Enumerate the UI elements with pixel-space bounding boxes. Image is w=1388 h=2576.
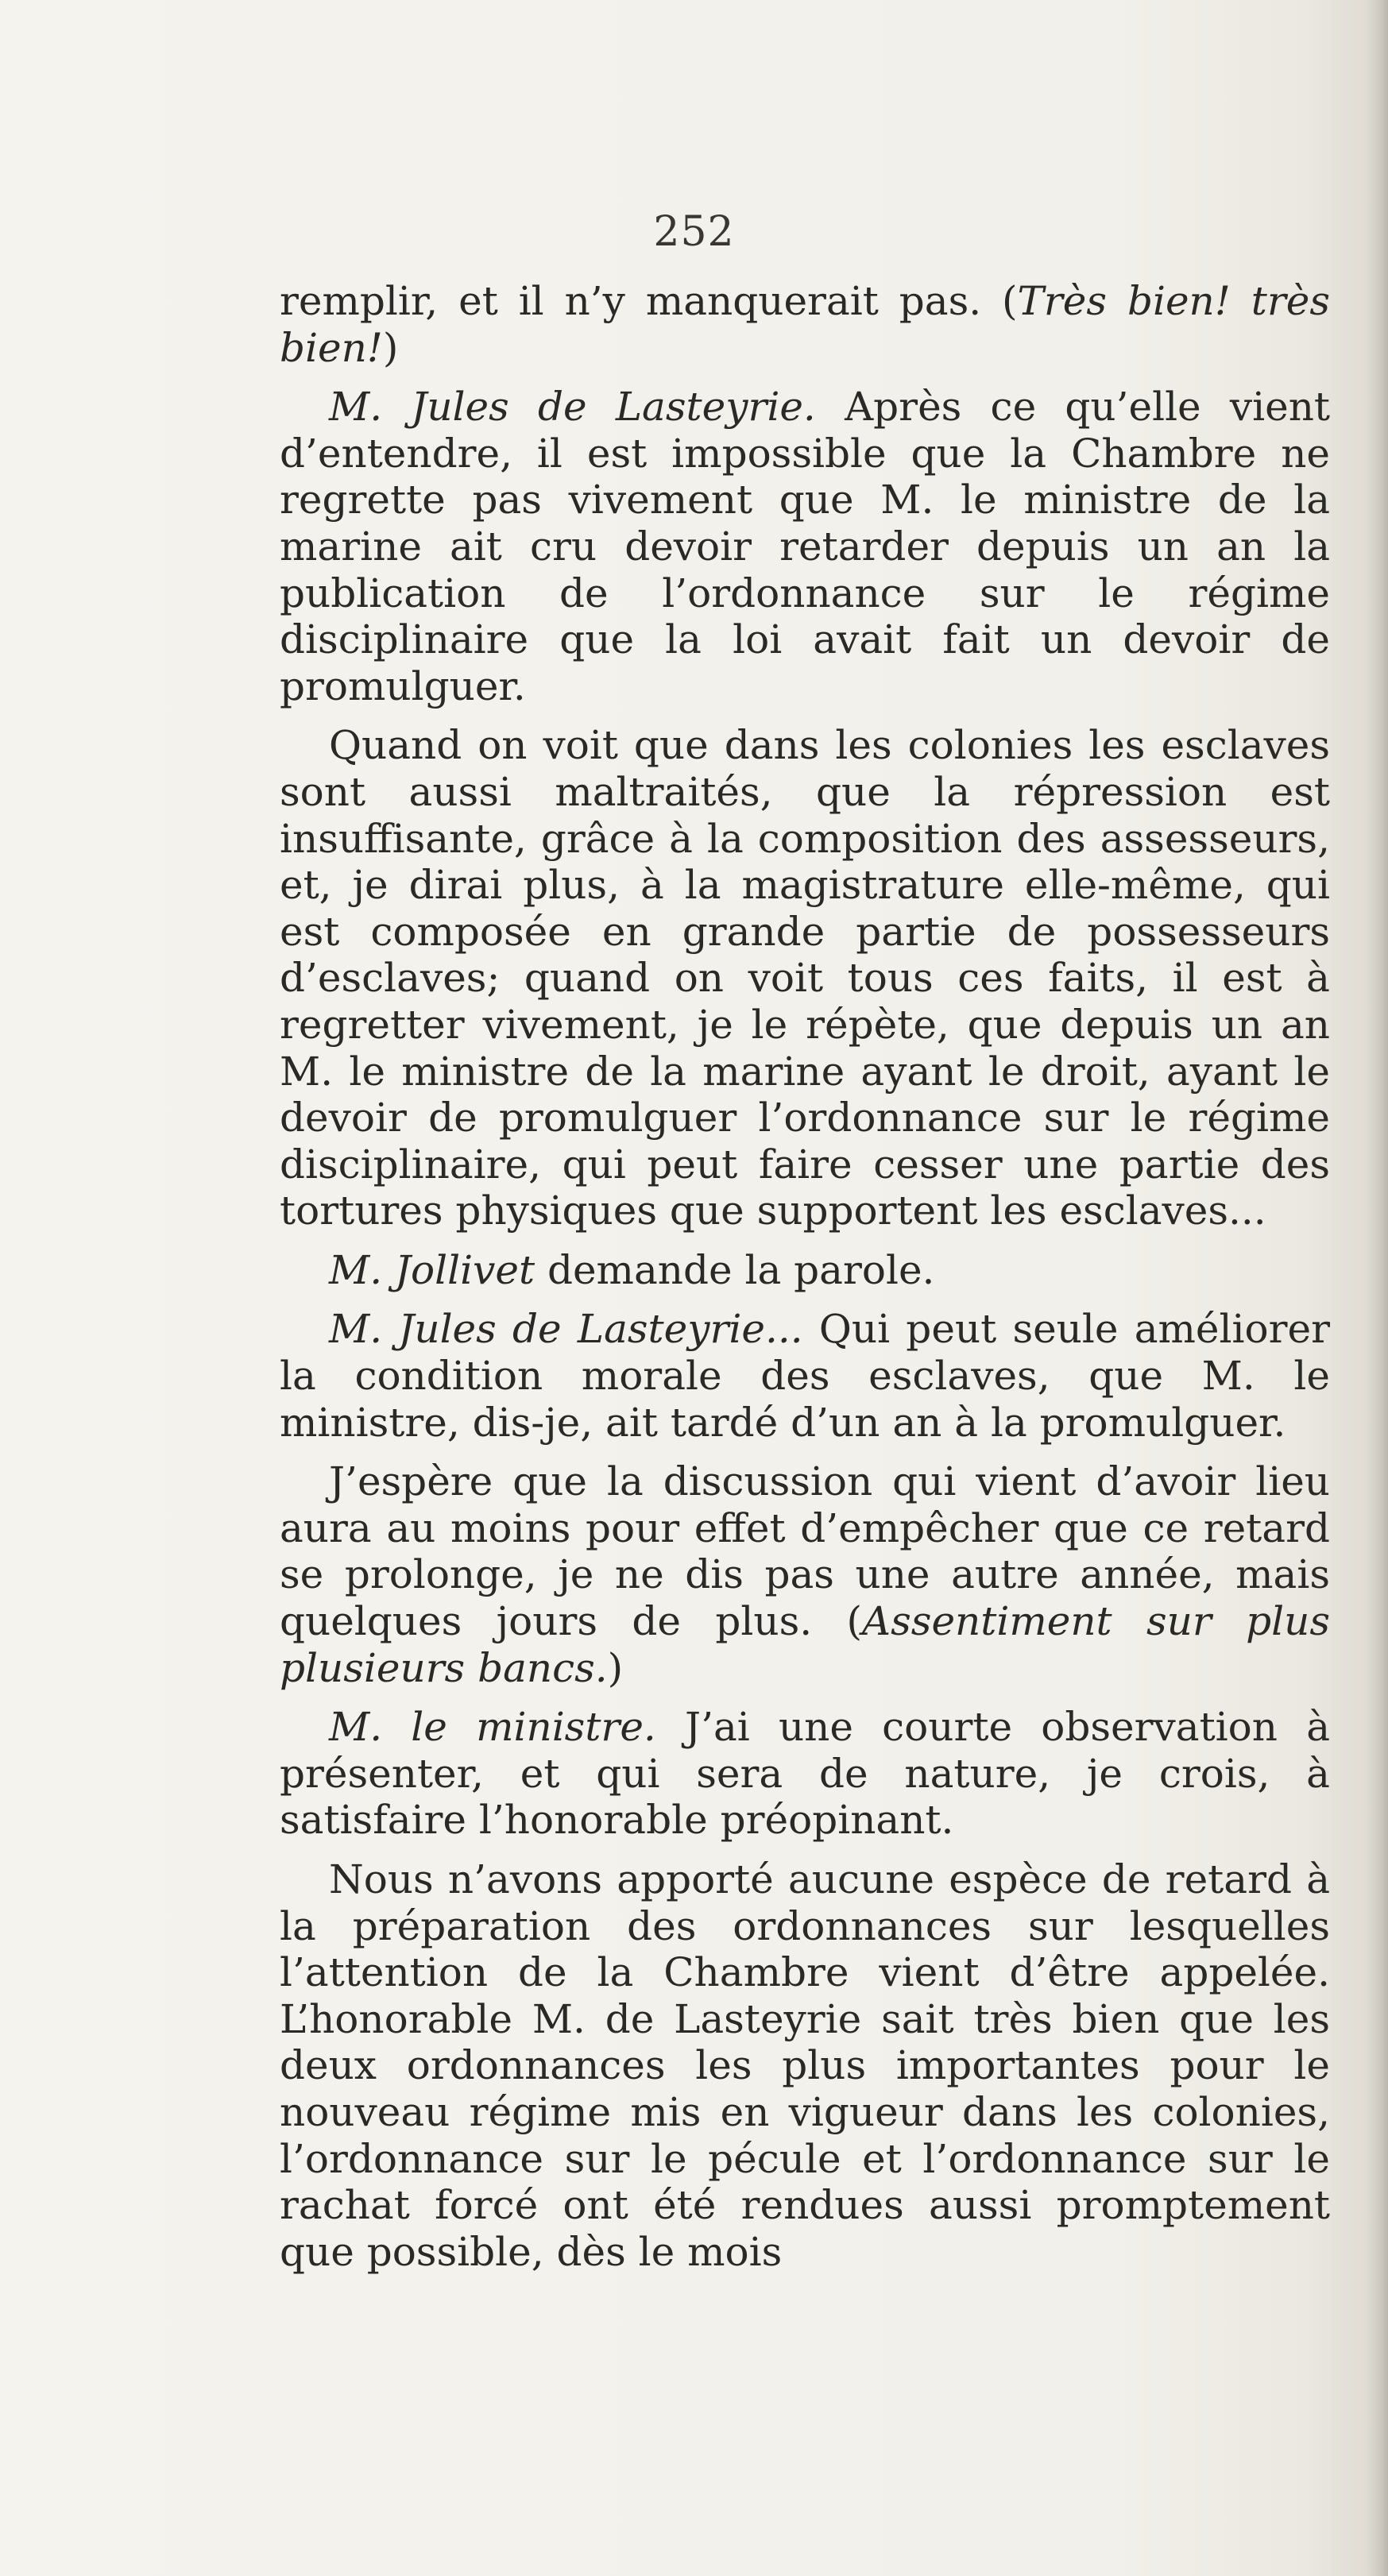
page-number: 252 [653, 208, 735, 256]
paragraph-6: J’espère que la discussion qui vient d’avoir lieu aura au moins pour effet d’empêcher que ce retard se prolonge, je ne dis pas une autre année, mais quelques jours de plus. (Assentiment sur plus plusieurs bancs.) [280, 1458, 1331, 1691]
paragraph-3: Quand on voit que dans les colonies les esclaves sont aussi maltraités, que la répression est insuffisante, grâce à la composition des assesseurs, et, je dirai plus, à la magistrature elle-même, qui est composée en grande partie de possesseurs d’esclaves; quand on voit tous ces faits, il est à regretter vivement, je le répète, que depuis un an M. le ministre de la marine ayant le droit, ayant le devoir de promulguer l’ordonnance sur le régime disciplinaire, qui peut faire cesser une partie des tortures physiques que supportent les esclaves... [280, 722, 1330, 1234]
text-block [280, 278, 1330, 2288]
speaker-name: M. Jules de Lasteyrie... [329, 1306, 803, 1353]
paragraph-8: Nous n’avons apporté aucune espèce de retard à la préparation des ordonnances sur lesquelles l’attention de la Chambre vient d’être appelée. L’honorable M. de Lasteyrie sait très bien que les deux ordonnances les plus importantes pour le nouveau régime mis en vigueur dans les colonies, l’ordonnance sur le pécule et l’ordonnance sur le rachat forcé ont été rendues aussi promptement que possible, dès le mois [280, 1856, 1330, 2275]
paragraph-2: M. Jules de Lasteyrie. Après ce qu’elle vient d’entendre, il est impossible que la Chambre ne regrette pas vivement que M. le ministre de la marine ait cru devoir retarder depuis un an la publication de l’ordonnance sur le régime disciplinaire que la loi avait fait un devoir de promulguer. [280, 384, 1330, 709]
paragraph-4: M. Jollivet demande la parole. [329, 1246, 935, 1293]
paragraph-5: M. Jules de Lasteyrie... Qui peut seule améliorer la condition morale des esclaves, que M. le ministre, dis-je, ait tardé d’un an à la promulguer. [280, 1306, 1330, 1446]
assent-note: Assentiment sur plus plusieurs bancs. [280, 1598, 1331, 1691]
speaker-name: M. Jollivet [329, 1246, 535, 1293]
speaker-name: M. le ministre. [329, 1704, 656, 1751]
speaker-name: M. Jules de Lasteyrie. [329, 384, 816, 431]
page-edge-shadow [1366, 0, 1388, 2576]
applause-note: Très bien! très bien! [280, 278, 1330, 371]
paragraph-7: M. le ministre. J’ai une courte observation à présenter, et qui sera de nature, je crois, à satisfaire l’honorable préopinant. [280, 1704, 1330, 1844]
paragraph-1: remplir, et il n’y manquerait pas. (Très bien! très bien!) [280, 278, 1330, 371]
